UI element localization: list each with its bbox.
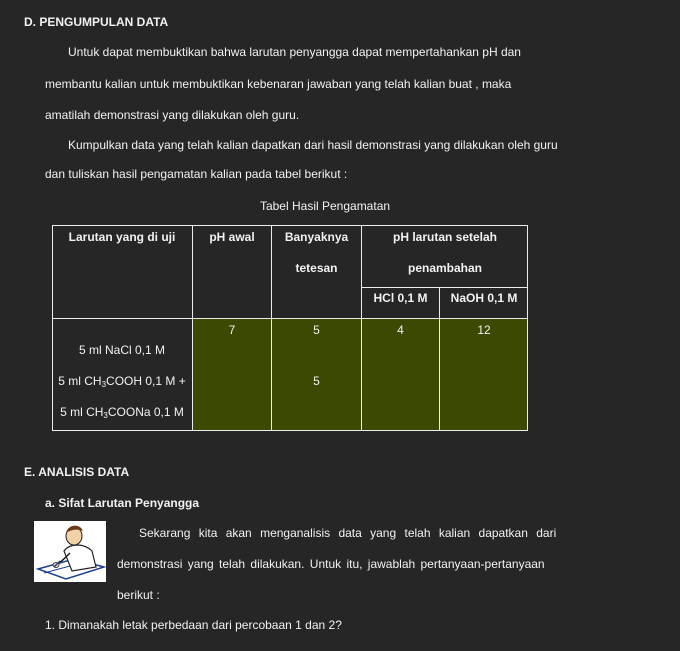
row1-ph-awal: 7 — [228, 323, 236, 337]
grid-line — [439, 287, 440, 431]
row1-naoh: 12 — [477, 323, 491, 337]
table-title: Tabel Hasil Pengamatan — [259, 199, 391, 213]
student-writing-icon — [34, 521, 106, 582]
section-e-para-line1: Sekarang kita akan menganalisis data yang telah kalian dapatkan dari — [139, 526, 557, 540]
header-tetesan: tetesan — [295, 261, 338, 275]
para1-line3: amatilah demonstrasi yang dilakukan oleh guru. — [45, 108, 300, 122]
row2-tetesan: 5 — [313, 374, 320, 388]
section-e-para-line2: demonstrasi yang telah dilakukan. Untuk itu, jawablah pertanyaan-pertanyaan — [117, 557, 545, 571]
grid-line — [52, 318, 528, 319]
question-1: 1. Dimanakah letak perbedaan dari percobaan 1 dan 2? — [45, 618, 342, 632]
header-penambahan: penambahan — [407, 261, 482, 275]
grid-line — [52, 225, 528, 226]
header-ph-awal: pH awal — [209, 230, 255, 244]
grid-line — [52, 225, 53, 431]
para1-line1: Untuk dapat membuktikan bahwa larutan penyangga dapat mempertahankan pH dan — [68, 45, 521, 59]
row1-solution: 5 ml NaCl 0,1 M — [78, 343, 166, 357]
para1-line2: membantu kalian untuk membuktikan kebenaran jawaban yang telah kalian buat , maka — [45, 77, 512, 91]
header-naoh: NaOH 0,1 M — [450, 291, 518, 305]
row2-solution-line1: 5 ml $CH_3COOH$ 0,1 M + — [58, 374, 186, 389]
row2-solution-line2: 5 ml $CH_3COONa$ 0,1 M — [60, 405, 184, 420]
section-e-heading: E. ANALISIS DATA — [24, 465, 130, 479]
header-ph-setelah: pH larutan setelah — [392, 230, 498, 244]
para2-line1: Kumpulkan data yang telah kalian dapatkan dari hasil demonstrasi yang dilakukan oleh guru — [68, 138, 558, 152]
header-hcl: HCl 0,1 M — [373, 291, 428, 305]
row1-hcl: 4 — [397, 323, 404, 337]
header-larutan: Larutan yang di uji — [68, 230, 176, 244]
section-e-para-line3: berikut : — [117, 588, 160, 602]
grid-line — [52, 430, 528, 431]
observation-table — [52, 225, 528, 431]
row1-tetesan: 5 — [313, 323, 320, 337]
section-d-heading: D. PENGUMPULAN DATA — [24, 15, 169, 29]
section-e-subheading: a. Sifat Larutan Penyangga — [45, 496, 200, 510]
grid-line — [361, 287, 528, 288]
header-banyaknya: Banyaknya — [284, 230, 349, 244]
para2-line2: dan tuliskan hasil pengamatan kalian pada tabel berikut : — [45, 167, 348, 181]
